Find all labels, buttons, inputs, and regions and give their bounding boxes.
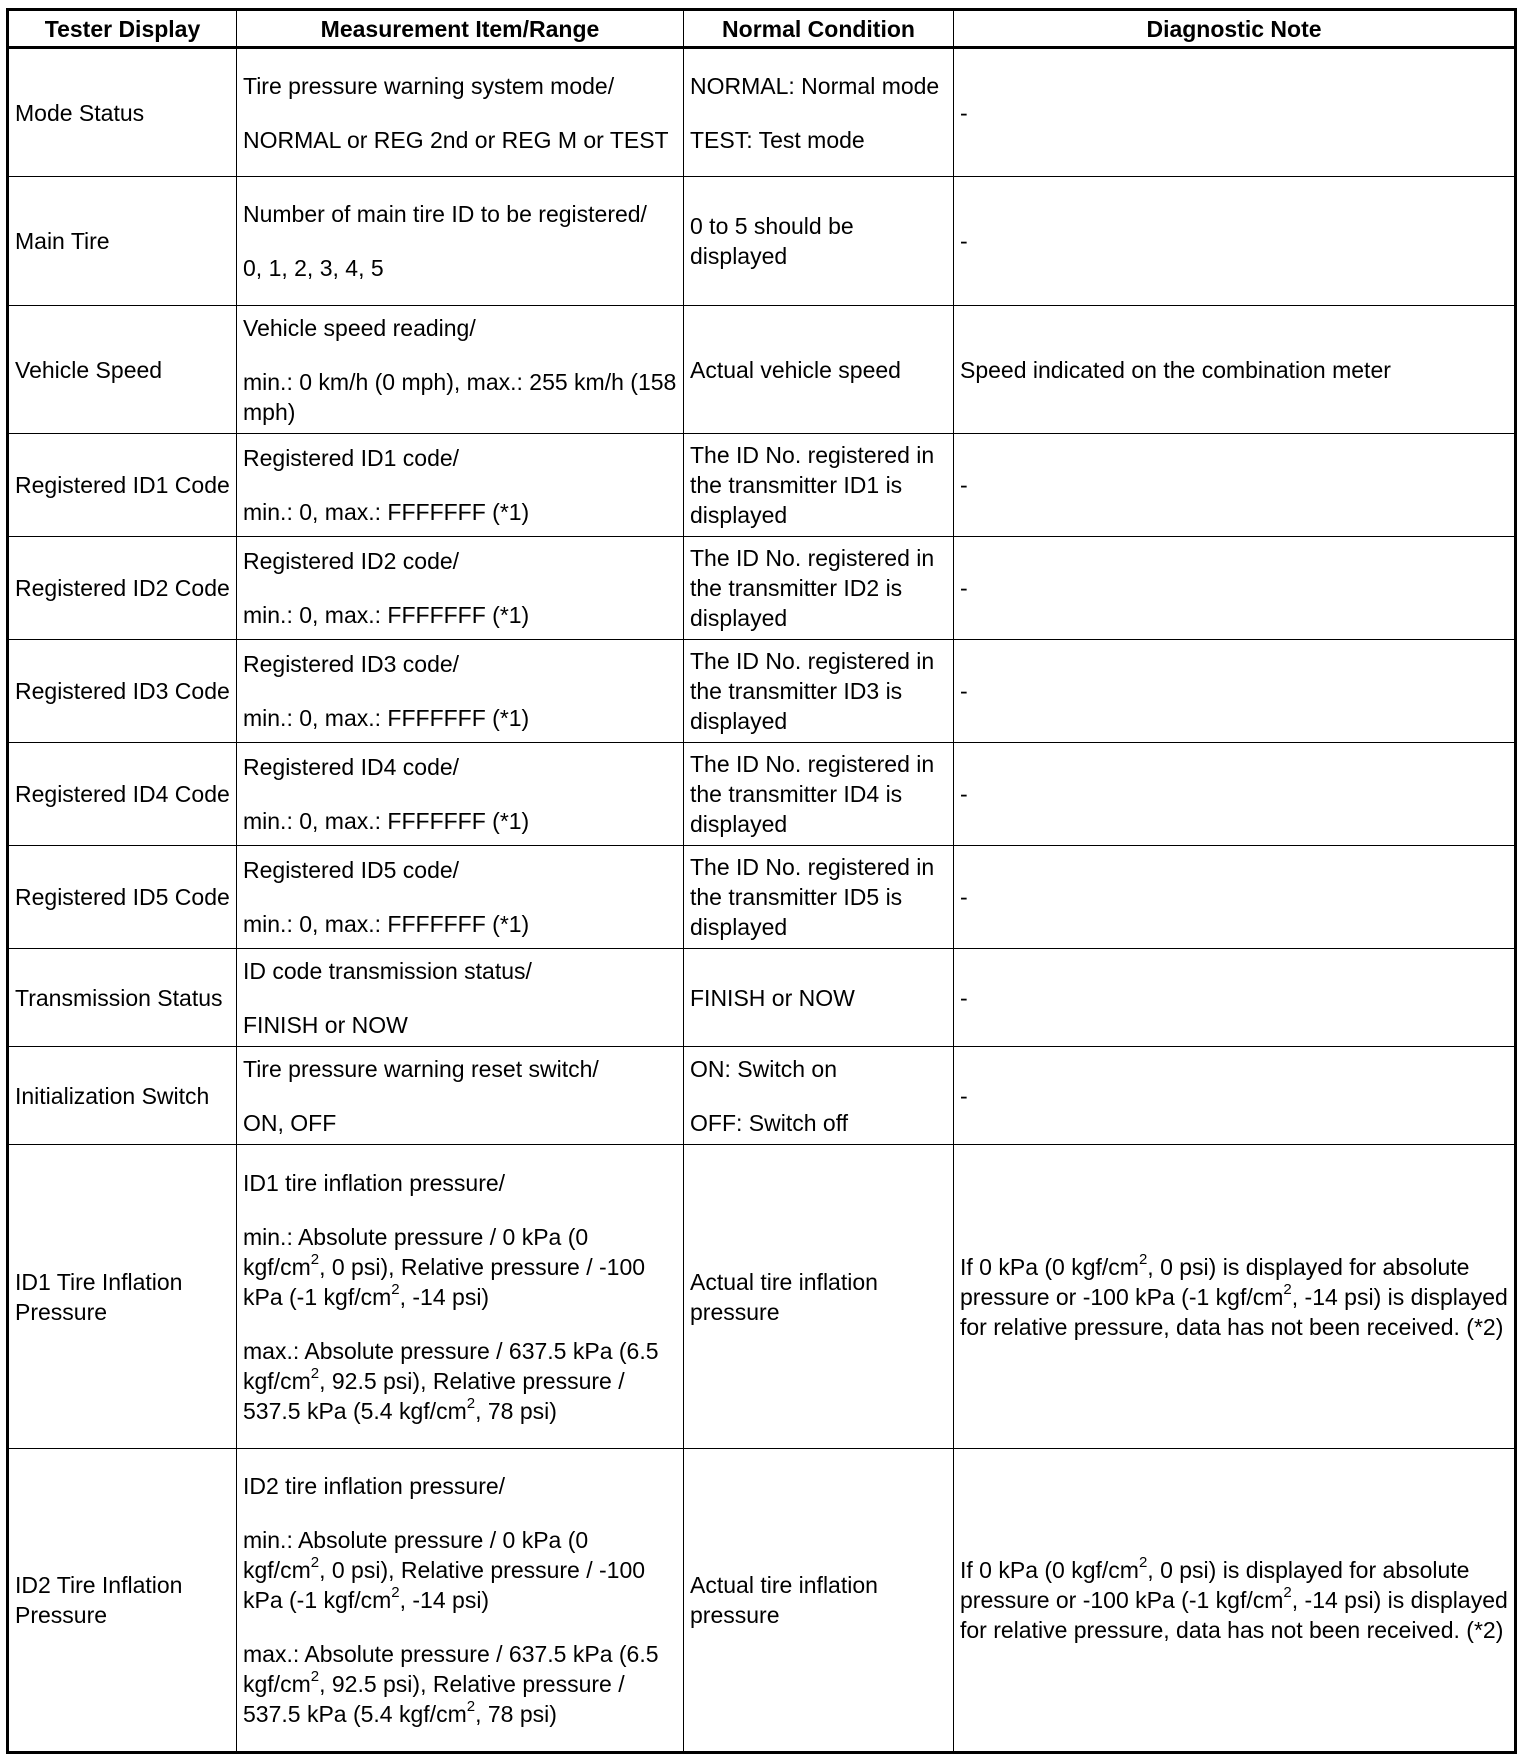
measurement-item: Registered ID1 code/ — [243, 445, 460, 471]
measurement-max: max.: Absolute pressure / 637.5 kPa (6.5 kgf/$cm^2$, 92.5 psi), Relative pressure / 537.5 kPa (5.4 kgf/$cm^2$, 78 psi) — [243, 1337, 659, 1424]
measurement-item: Registered ID3 code/ — [243, 651, 460, 677]
measurement-range: min.: 0, max.: FFFFFFF (*1) — [243, 808, 530, 834]
cell-normal-condition: Actual tire inflation pressure — [684, 1145, 954, 1449]
cell-tester-display: Mode Status — [8, 48, 237, 177]
cell-measurement — [237, 1047, 684, 1145]
normal-condition-line: ON: Switch on — [690, 1055, 837, 1082]
table-row — [8, 48, 1516, 177]
normal-condition-line: TEST: Test mode — [690, 126, 865, 153]
measurement-item: Tire pressure warning reset switch/ — [243, 1055, 599, 1082]
cell-tester-display: ID2 Tire Inflation Pressure — [8, 1449, 237, 1753]
measurement-range: NORMAL or REG 2nd or REG M or TEST — [243, 126, 669, 153]
cell-diagnostic-note: - — [954, 177, 1516, 306]
cell-tester-display: Registered ID3 Code — [8, 640, 237, 743]
cell-diagnostic-note: - — [954, 1047, 1516, 1145]
cell-measurement — [237, 537, 684, 640]
measurement-range: min.: 0, max.: FFFFFFF (*1) — [243, 911, 530, 937]
measurement-min: min.: Absolute pressure / 0 kPa (0 kgf/$cm^2$, 0 psi), Relative pressure / -100 kPa (-1 kgf/$cm^2$, -14 psi) — [243, 1527, 646, 1613]
cell-normal-condition: 0 to 5 should be displayed — [684, 177, 954, 306]
table-row — [8, 306, 1516, 434]
cell-tester-display: Vehicle Speed — [8, 306, 237, 434]
table-row — [8, 846, 1516, 949]
table-header-row — [8, 10, 1516, 48]
header-tester-display: Tester Display — [8, 10, 237, 48]
cell-tester-display: Main Tire — [8, 177, 237, 306]
measurement-range: 0, 1, 2, 3, 4, 5 — [243, 255, 384, 281]
measurement-item: Registered ID2 code/ — [243, 548, 460, 574]
cell-measurement — [237, 1449, 684, 1753]
cell-tester-display: Registered ID4 Code — [8, 743, 237, 846]
normal-condition-line: OFF: Switch off — [690, 1109, 849, 1136]
cell-measurement — [237, 48, 684, 177]
measurement-item: Number of main tire ID to be registered/ — [243, 201, 647, 227]
measurement-item: Registered ID4 code/ — [243, 754, 460, 780]
measurement-range: min.: 0, max.: FFFFFFF (*1) — [243, 705, 530, 731]
measurement-item: Tire pressure warning system mode/ — [243, 72, 615, 99]
cell-measurement — [237, 434, 684, 537]
measurement-item: ID1 tire inflation pressure/ — [243, 1169, 506, 1196]
cell-normal-condition: The ID No. registered in the transmitter ID4 is displayed — [684, 743, 954, 846]
normal-condition-line: NORMAL: Normal mode — [690, 72, 940, 99]
cell-tester-display: Registered ID1 Code — [8, 434, 237, 537]
table-row — [8, 434, 1516, 537]
cell-tester-display: ID1 Tire Inflation Pressure — [8, 1145, 237, 1449]
table-row — [8, 743, 1516, 846]
cell-diagnostic-note: - — [954, 846, 1516, 949]
cell-tester-display: Initialization Switch — [8, 1047, 237, 1145]
cell-diagnostic-note: - — [954, 434, 1516, 537]
measurement-range: min.: 0, max.: FFFFFFF (*1) — [243, 602, 530, 628]
data-list-table — [6, 8, 1517, 1754]
cell-diagnostic-note: - — [954, 640, 1516, 743]
cell-normal-condition: The ID No. registered in the transmitter ID2 is displayed — [684, 537, 954, 640]
cell-measurement — [237, 743, 684, 846]
measurement-range: ON, OFF — [243, 1109, 337, 1136]
cell-normal-condition: The ID No. registered in the transmitter ID1 is displayed — [684, 434, 954, 537]
cell-measurement — [237, 949, 684, 1047]
cell-diagnostic-note: Speed indicated on the combination meter — [954, 306, 1516, 434]
cell-diagnostic-note: - — [954, 743, 1516, 846]
measurement-min: min.: Absolute pressure / 0 kPa (0 kgf/$cm^2$, 0 psi), Relative pressure / -100 kPa (-1 kgf/$cm^2$, -14 psi) — [243, 1223, 646, 1310]
measurement-range: min.: 0, max.: FFFFFFF (*1) — [243, 499, 530, 525]
cell-normal-condition: FINISH or NOW — [684, 949, 954, 1047]
measurement-item: ID2 tire inflation pressure/ — [243, 1473, 506, 1499]
cell-measurement — [237, 846, 684, 949]
table-row — [8, 1145, 1516, 1449]
cell-tester-display: Registered ID2 Code — [8, 537, 237, 640]
cell-diagnostic-note: - — [954, 949, 1516, 1047]
measurement-item: ID code transmission status/ — [243, 957, 532, 984]
table-row — [8, 640, 1516, 743]
cell-diagnostic-note: If 0 kPa (0 kgf/$cm^2$, 0 psi) is displayed for absolute pressure or -100 kPa (-1 kgf/$cm^2$, -14 psi) is displayed for relative pressure, data has not been received. (*2) — [954, 1145, 1516, 1449]
table-row — [8, 1449, 1516, 1753]
cell-diagnostic-note: If 0 kPa (0 kgf/$cm^2$, 0 psi) is displayed for absolute pressure or -100 kPa (-1 kgf/$cm^2$, -14 psi) is displayed for relative pressure, data has not been received. (*2) — [954, 1449, 1516, 1753]
table-row — [8, 1047, 1516, 1145]
cell-normal-condition: Actual tire inflation pressure — [684, 1449, 954, 1753]
cell-measurement — [237, 177, 684, 306]
cell-measurement — [237, 640, 684, 743]
cell-normal-condition: Actual vehicle speed — [684, 306, 954, 434]
table-row — [8, 177, 1516, 306]
table-row — [8, 537, 1516, 640]
cell-diagnostic-note: - — [954, 537, 1516, 640]
cell-tester-display: Transmission Status — [8, 949, 237, 1047]
cell-tester-display: Registered ID5 Code — [8, 846, 237, 949]
measurement-item: Registered ID5 code/ — [243, 857, 460, 883]
measurement-item: Vehicle speed reading/ — [243, 314, 476, 341]
header-diagnostic-note: Diagnostic Note — [954, 10, 1516, 48]
cell-measurement — [237, 1145, 684, 1449]
header-measurement-item: Measurement Item/Range — [237, 10, 684, 48]
cell-normal-condition — [684, 48, 954, 177]
cell-normal-condition: The ID No. registered in the transmitter ID5 is displayed — [684, 846, 954, 949]
cell-diagnostic-note: - — [954, 48, 1516, 177]
cell-normal-condition: The ID No. registered in the transmitter ID3 is displayed — [684, 640, 954, 743]
cell-normal-condition — [684, 1047, 954, 1145]
table-row — [8, 949, 1516, 1047]
measurement-range: FINISH or NOW — [243, 1011, 408, 1038]
header-normal-condition: Normal Condition — [684, 10, 954, 48]
measurement-range: min.: 0 km/h (0 mph), max.: 255 km/h (158 mph) — [243, 368, 677, 425]
measurement-max: max.: Absolute pressure / 637.5 kPa (6.5 kgf/$cm^2$, 92.5 psi), Relative pressure / 537.5 kPa (5.4 kgf/$cm^2$, 78 psi) — [243, 1641, 659, 1727]
cell-measurement — [237, 306, 684, 434]
